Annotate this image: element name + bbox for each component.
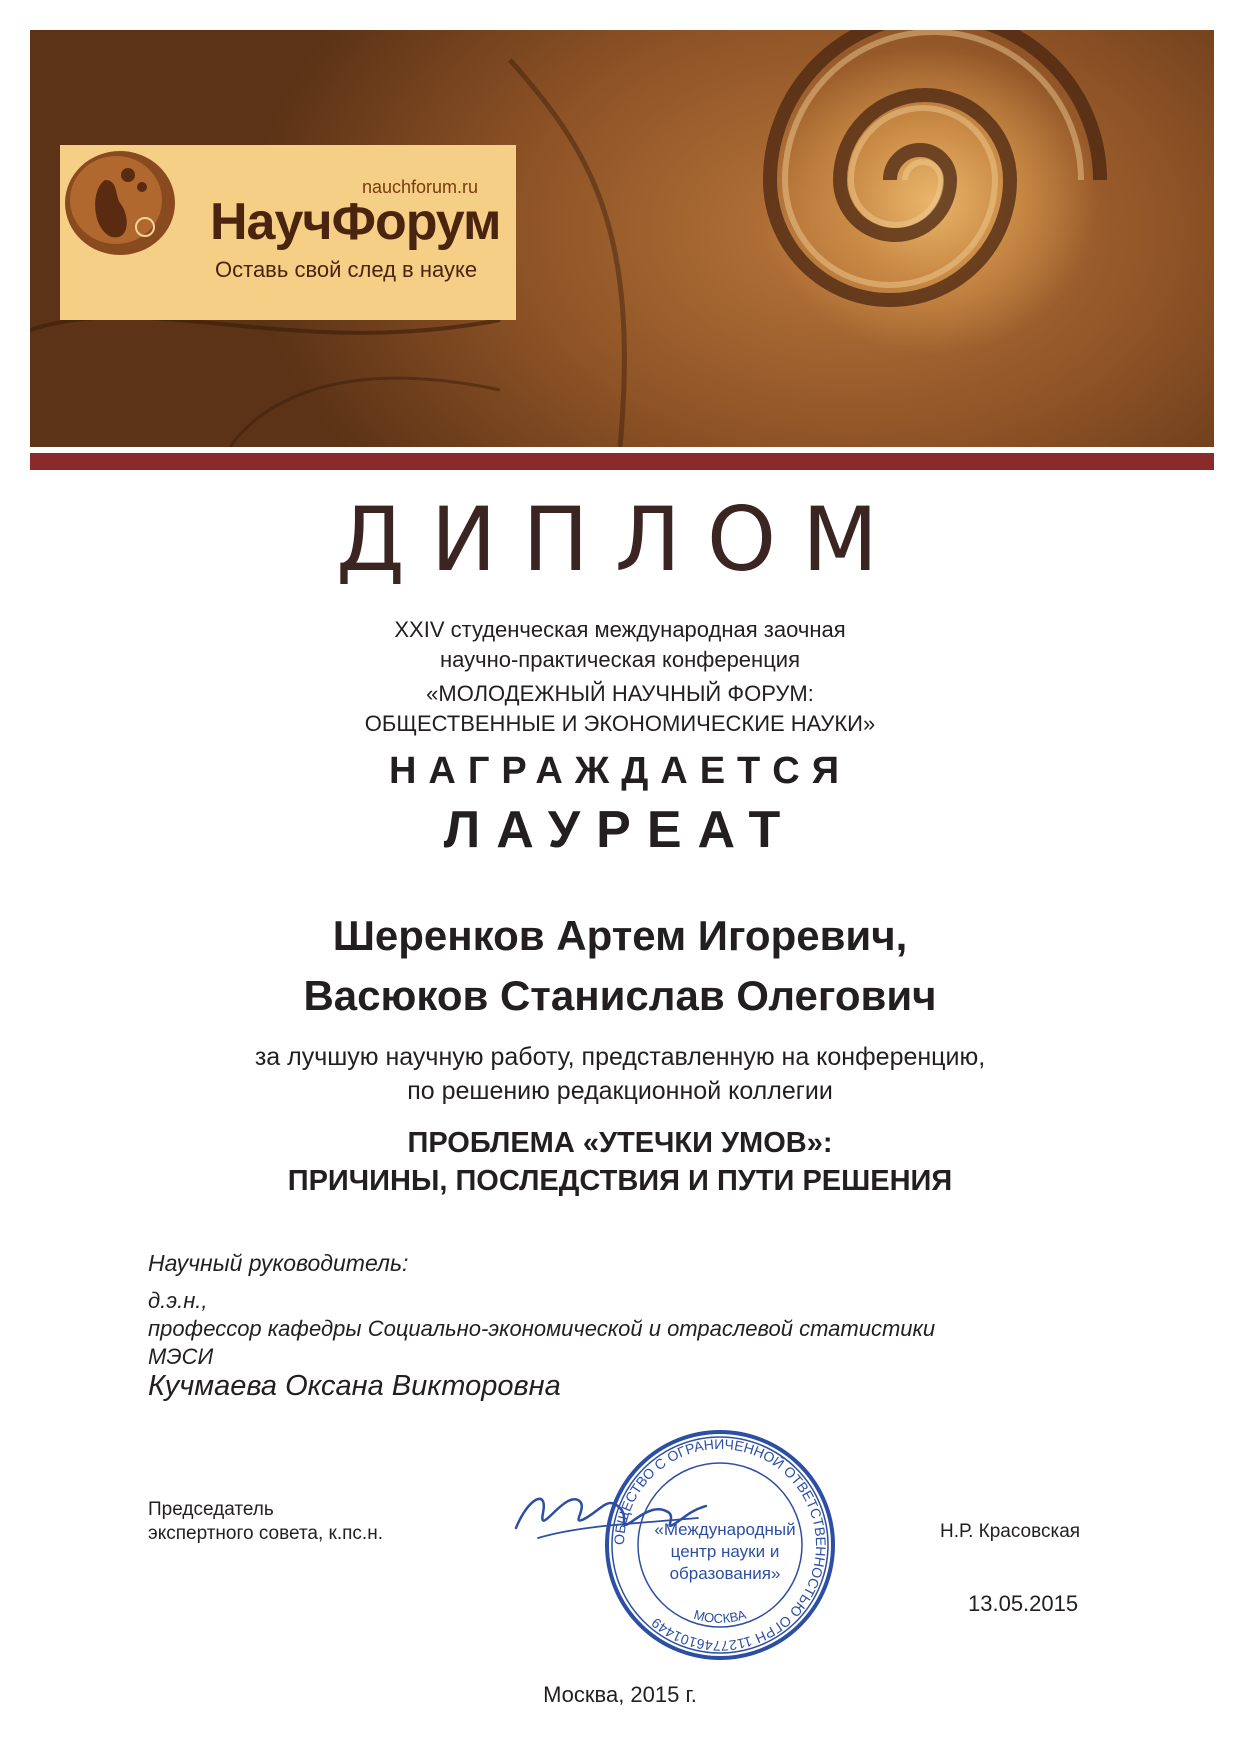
conference-name-line-1: «МОЛОДЕЖНЫЙ НАУЧНЫЙ ФОРУМ: bbox=[426, 681, 814, 706]
reason-line-1: за лучшую научную работу, представленную на конференцию, bbox=[254, 1043, 986, 1071]
stamp-center-line-2: центр науки и bbox=[670, 1542, 780, 1561]
chair-title-line-1: Председатель bbox=[148, 1499, 274, 1520]
city-year: Москва, 2015 г. bbox=[543, 1682, 697, 1707]
header-stripe bbox=[30, 453, 1214, 470]
handwritten-signature bbox=[508, 1478, 708, 1548]
topic-line-1: ПРОБЛЕМА «УТЕЧКИ УМОВ»: bbox=[407, 1127, 833, 1159]
header-banner bbox=[30, 30, 1214, 447]
supervisor-details bbox=[148, 1287, 935, 1371]
footprint-logo-icon bbox=[60, 145, 180, 260]
logo-panel bbox=[60, 145, 516, 320]
topic-line-2: ПРИЧИНЫ, ПОСЛЕДСТВИЯ И ПУТИ РЕШЕНИЯ bbox=[287, 1165, 953, 1197]
conference-name-line-2: ОБЩЕСТВЕННЫЕ И ЭКОНОМИЧЕСКИЕ НАУКИ» bbox=[364, 711, 876, 736]
chair-title bbox=[148, 1498, 383, 1546]
award-reason bbox=[0, 1040, 1240, 1108]
supervisor-degree: д.э.н., bbox=[148, 1288, 208, 1313]
logo-url: nauchforum.ru bbox=[361, 177, 478, 197]
laureate-label: ЛАУРЕАТ bbox=[443, 801, 797, 859]
awarded-label: НАГРАЖДАЕТСЯ bbox=[388, 750, 852, 792]
stamp-ring-text: ОБЩЕСТВО С ОГРАНИЧЕННОЙ ОТВЕТСТВЕННОСТЬЮ ОГРН 1127746101449 bbox=[610, 1435, 830, 1655]
stamp-bottom-text: МОСКВА bbox=[692, 1606, 748, 1626]
recipient-name: Шеренков Артем Игоревич, bbox=[332, 912, 908, 959]
chair-name: Н.Р. Красовская bbox=[940, 1521, 1081, 1542]
reason-line-2: по решению редакционной коллегии bbox=[407, 1077, 833, 1105]
supervisor-heading: Научный руководитель: bbox=[148, 1250, 409, 1276]
conference-line-1: XXIV студенческая международная заочная bbox=[394, 617, 846, 642]
supervisor-position: профессор кафедры Социально-экономической и отраслевой статистики bbox=[148, 1316, 936, 1341]
stamp-center-line-1: «Международный bbox=[654, 1520, 796, 1539]
recipient-name: Васюков Станислав Олегович bbox=[303, 972, 937, 1019]
issue-date: 13.05.2015 bbox=[968, 1591, 1079, 1616]
conference-line-2: научно-практическая конференция bbox=[439, 647, 800, 672]
logo-slogan: Оставь свой след в науке bbox=[215, 257, 478, 282]
recipients bbox=[0, 906, 1240, 1026]
diploma-title: ДИПЛОМ bbox=[335, 488, 905, 591]
supervisor-org: МЭСИ bbox=[148, 1344, 214, 1369]
stamp-center-line-3: образования» bbox=[669, 1564, 781, 1583]
logo-name: НаучФорум bbox=[210, 193, 501, 251]
chair-title-line-2: экспертного совета, к.пс.н. bbox=[148, 1523, 383, 1544]
supervisor-name: Кучмаева Оксана Викторовна bbox=[148, 1370, 561, 1402]
paper-topic bbox=[0, 1124, 1240, 1200]
